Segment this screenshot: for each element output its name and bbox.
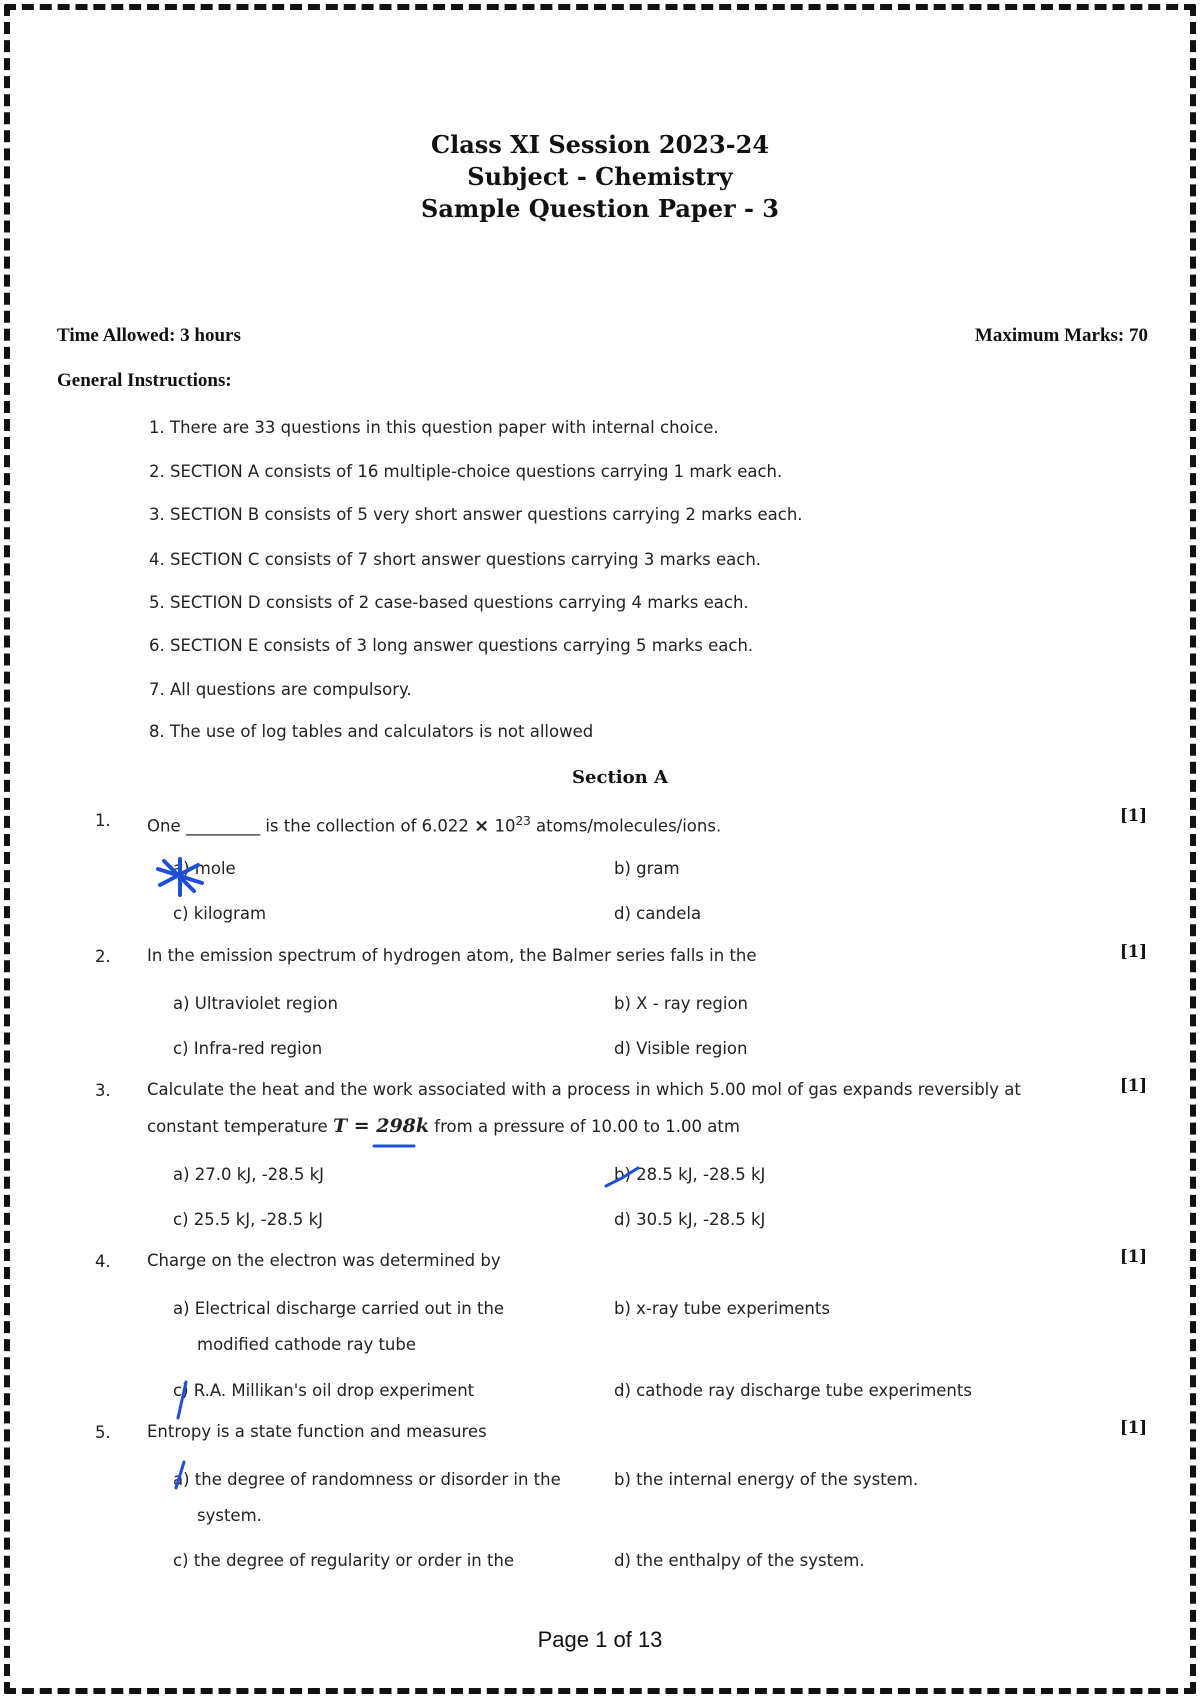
option-b[interactable]: b) 28.5 kJ, -28.5 kJ [614,1165,766,1184]
question-text: Charge on the electron was determined by [147,1251,501,1270]
question-text-line1: Calculate the heat and the work associated with a process in which 5.00 mol of gas expands reversibly at [147,1080,1021,1099]
option-a[interactable]: a) mole [173,859,236,878]
instruction-item: 3. SECTION B consists of 5 very short answer questions carrying 2 marks each. [149,505,803,524]
option-a[interactable]: a) Electrical discharge carried out in the modified cathode ray tube [173,1299,505,1354]
question-marks: [1] [1120,1076,1148,1095]
option-c[interactable]: c) R.A. Millikan's oil drop experiment [173,1381,475,1400]
option-c[interactable]: c) kilogram [173,904,267,923]
instruction-item: 2. SECTION A consists of 16 multiple-choice questions carrying 1 mark each. [149,462,783,481]
page-number: Page 1 of 13 [537,1627,663,1652]
section-a-title: Section A [572,767,668,788]
option-b[interactable]: b) x-ray tube experiments [614,1299,830,1318]
question-text: One _________ is the collection of $6.022 \times 10^{23}$ atoms/molecules/ions. [147,814,722,837]
instruction-item: 8. The use of log tables and calculators is not allowed [149,722,594,741]
option-b[interactable]: b) gram [614,859,680,878]
option-b[interactable]: b) X - ray region [614,994,748,1013]
question-number: 5. [95,1423,111,1442]
question-marks: [1] [1120,1418,1148,1437]
header-paper-title: Sample Question Paper - 3 [421,194,779,223]
question-marks: [1] [1120,942,1148,961]
question-number: 3. [95,1081,111,1100]
option-d[interactable]: d) cathode ray discharge tube experiments [614,1381,972,1400]
question-text: Entropy is a state function and measures [147,1422,487,1441]
general-instructions-heading: General Instructions: [57,370,232,391]
option-c[interactable]: c) the degree of regularity or order in the [173,1551,515,1570]
instruction-item: 7. All questions are compulsory. [149,680,412,699]
header-class-session: Class XI Session 2023-24 [430,130,770,159]
instruction-item: 6. SECTION E consists of 3 long answer questions carrying 5 marks each. [149,636,754,655]
option-b[interactable]: b) the internal energy of the system. [614,1470,919,1489]
option-c[interactable]: c) 25.5 kJ, -28.5 kJ [173,1210,324,1229]
question-number: 2. [95,947,111,966]
instruction-item: 5. SECTION D consists of 2 case-based questions carrying 4 marks each. [149,593,749,612]
option-d[interactable]: d) Visible region [614,1039,748,1058]
option-a[interactable]: a) 27.0 kJ, -28.5 kJ [173,1165,325,1184]
option-c[interactable]: c) Infra-red region [173,1039,323,1058]
option-a[interactable]: a) Ultraviolet region [173,994,338,1013]
option-d[interactable]: d) 30.5 kJ, -28.5 kJ [614,1210,766,1229]
question-marks: [1] [1120,1247,1148,1266]
option-d[interactable]: d) candela [614,904,702,923]
question-marks: [1] [1120,806,1148,825]
instruction-item: 1. There are 33 questions in this question paper with internal choice. [149,418,719,437]
question-text-line2: constant temperature T = 298k from a pressure of 10.00 to 1.00 atm [147,1115,740,1137]
question-text: In the emission spectrum of hydrogen atom, the Balmer series falls in the [147,946,757,965]
question-number: 1. [95,811,111,830]
maximum-marks: Maximum Marks: 70 [974,325,1148,346]
instruction-item: 4. SECTION C consists of 7 short answer questions carrying 3 marks each. [149,550,762,569]
option-a[interactable]: a) the degree of randomness or disorder in the system. [173,1470,561,1525]
question-number: 4. [95,1252,111,1271]
option-d[interactable]: d) the enthalpy of the system. [614,1551,865,1570]
time-allowed: Time Allowed: 3 hours [57,325,241,346]
header-subject: Subject - Chemistry [467,162,733,191]
